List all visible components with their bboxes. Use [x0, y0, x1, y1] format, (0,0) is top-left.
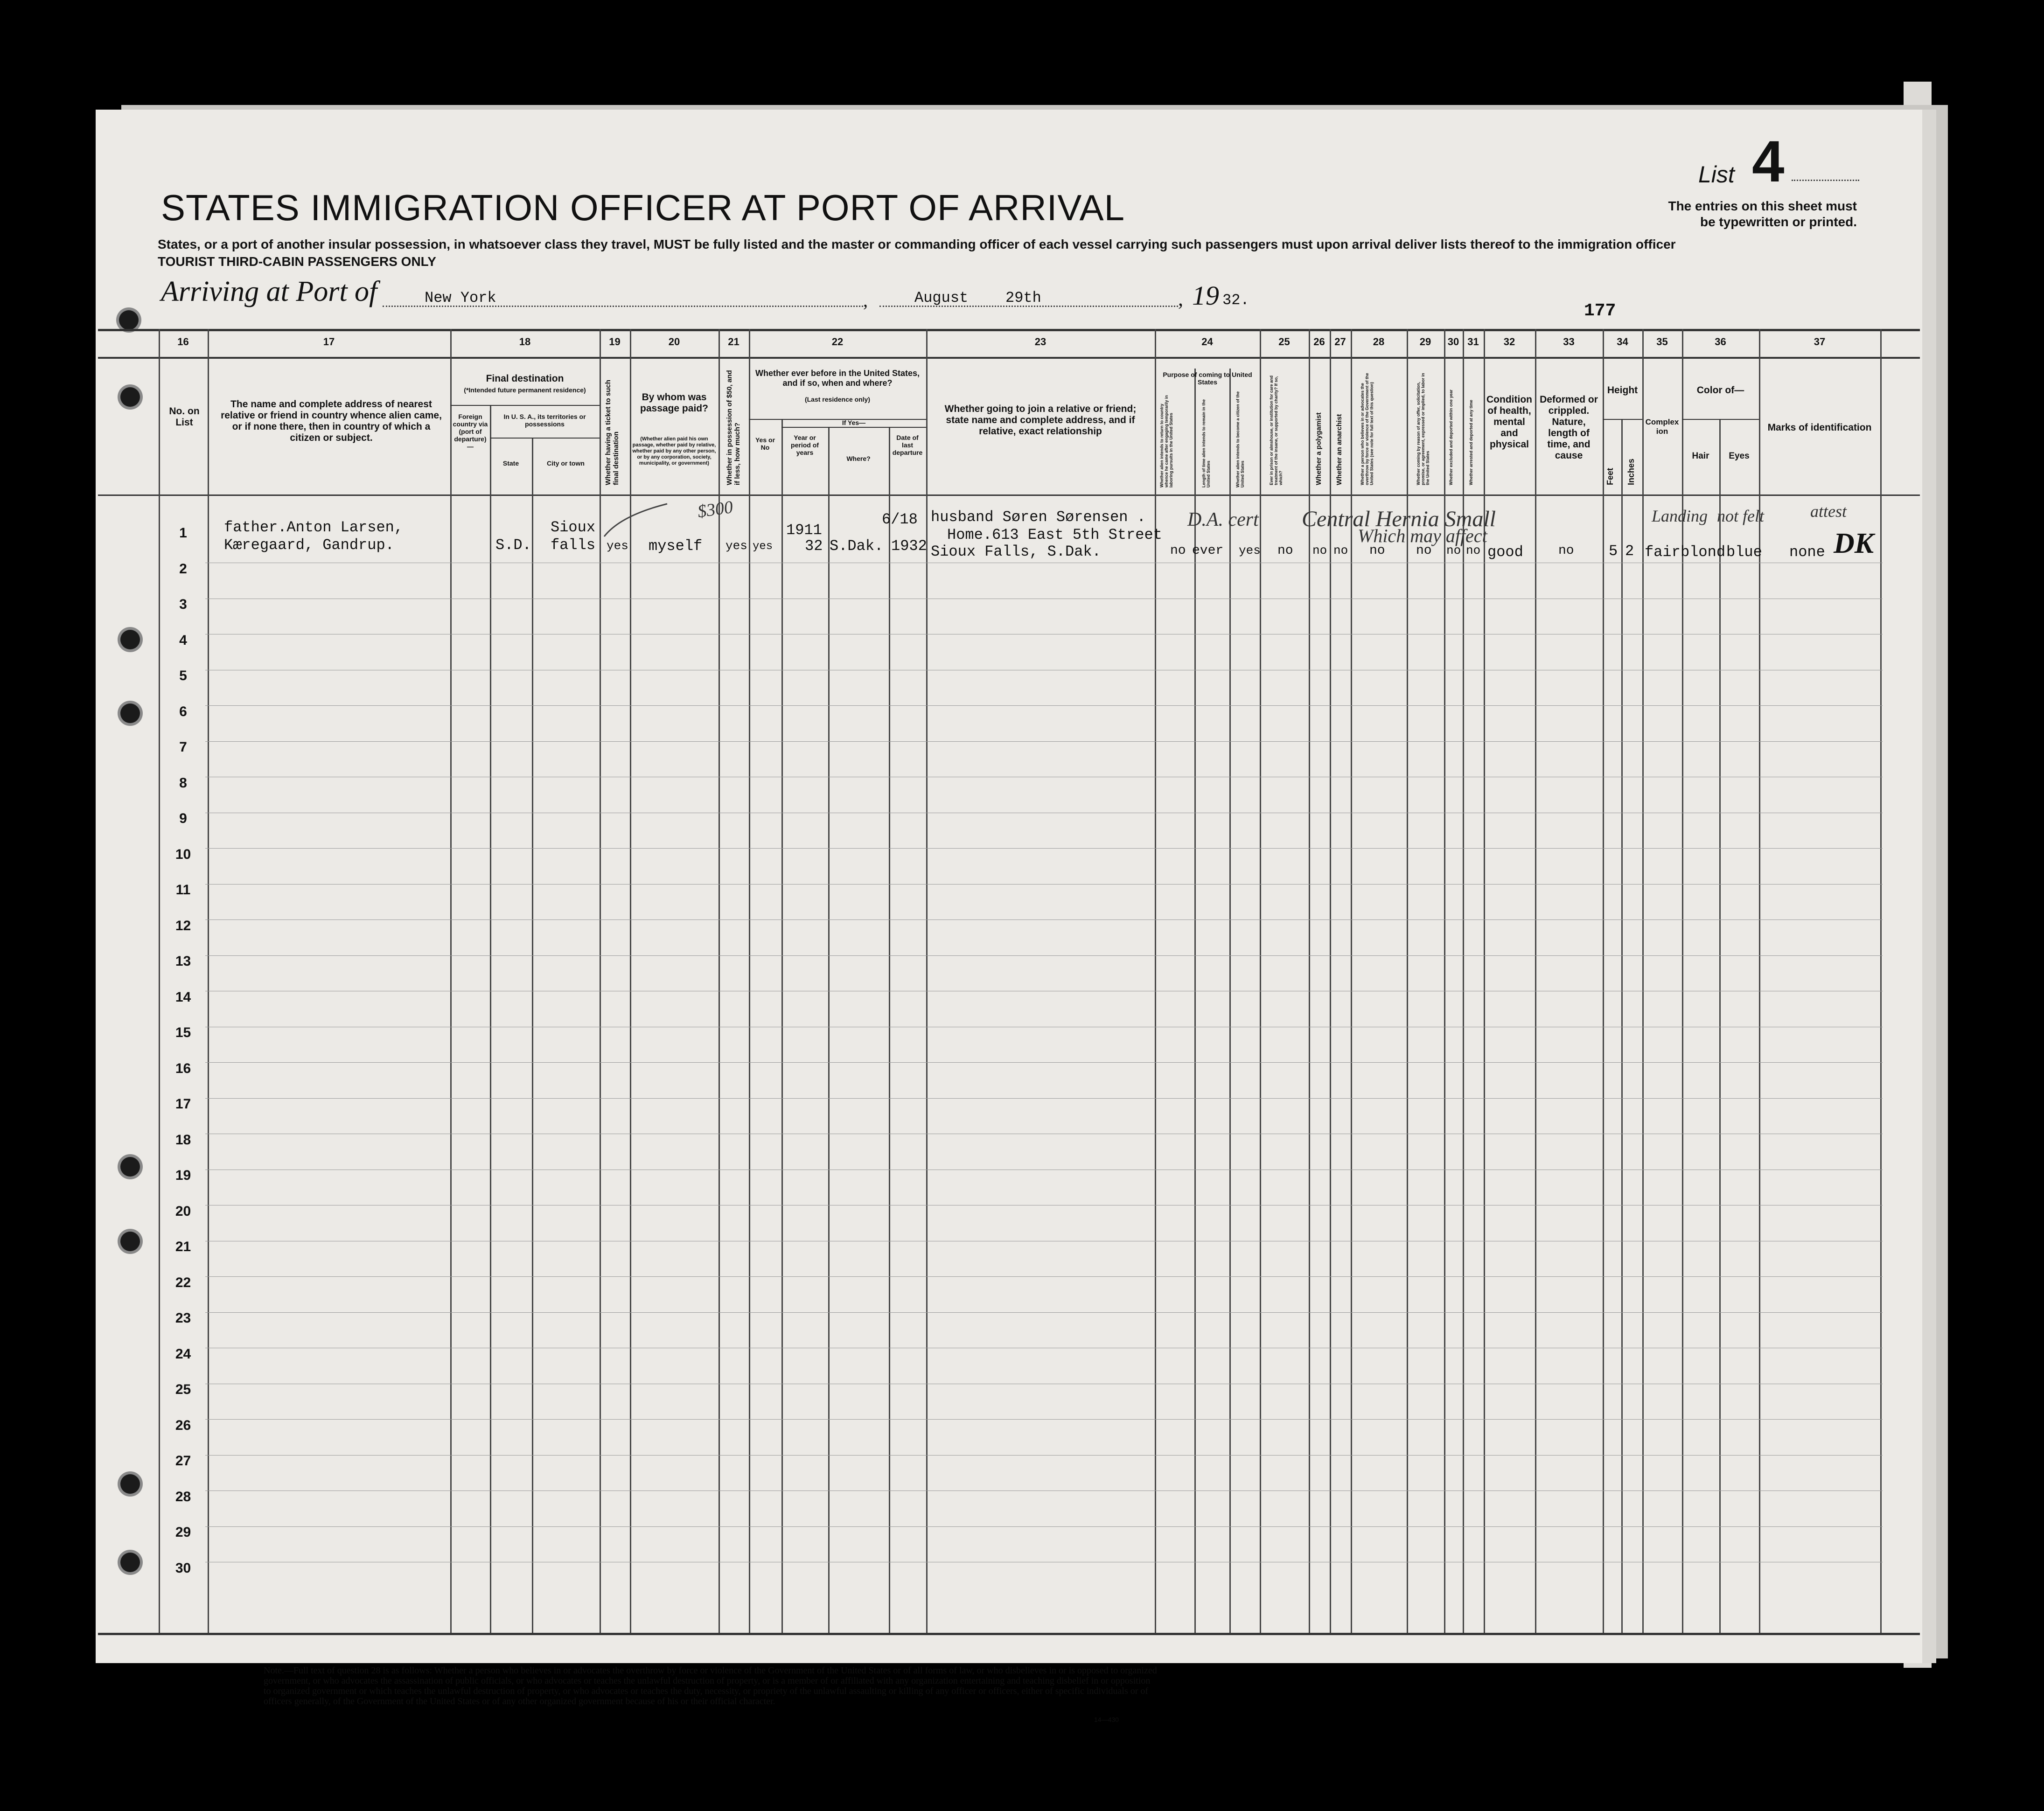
col-num: 22: [831, 336, 844, 348]
handwritten-medical-2: Which may affect: [1358, 525, 1487, 546]
col22-date: Date of last departure: [892, 434, 923, 456]
row-number: 30: [175, 1560, 191, 1576]
money-value: yes: [726, 539, 747, 553]
handwritten-purpose: D.A. cert: [1187, 509, 1259, 530]
col22-ifyes: If Yes—: [842, 419, 866, 426]
col22-sub: (Last residence only): [804, 396, 871, 403]
col-num: 25: [1278, 336, 1290, 348]
month-value: August: [914, 289, 969, 306]
handwritten-check-mark: [602, 502, 672, 539]
anarchist-value: no: [1333, 543, 1348, 557]
row-number: 26: [175, 1417, 191, 1433]
destination-city-2: falls: [551, 536, 596, 554]
col-num: 37: [1814, 336, 1826, 348]
col-num: 21: [728, 336, 739, 348]
row-number: 21: [175, 1239, 191, 1254]
polygamist-value: no: [1312, 543, 1327, 557]
join-line1: husband Søren Sørensen .: [931, 508, 1146, 526]
health-value: good: [1487, 543, 1523, 561]
col22-title: Whether ever before in the United States, and if so, when and where?: [755, 369, 920, 388]
col-num: 34: [1617, 336, 1628, 348]
where-value: S.Dak.: [830, 537, 884, 555]
row-number: 5: [179, 668, 187, 683]
row-line: [205, 848, 1883, 849]
destination-city-1: Sioux: [551, 519, 596, 536]
row-line: [205, 1062, 1883, 1063]
row-line: [205, 1455, 1883, 1456]
handwritten-notfelt: not felt: [1717, 507, 1764, 525]
col20-header: By whom was passage paid?: [640, 392, 708, 414]
col22-year: Year or period of years: [791, 434, 819, 456]
handwritten-money: $300: [696, 497, 734, 522]
row-number: 6: [179, 704, 187, 719]
col16-header: No. on List: [169, 406, 200, 428]
prison-value: no: [1277, 543, 1293, 558]
join-line3: Sioux Falls, S.Dak.: [931, 543, 1101, 560]
feet-value: 5: [1609, 543, 1618, 560]
page-number: 177: [1584, 301, 1616, 321]
handwritten-medical-1: Central Hernia Small: [1302, 507, 1496, 531]
col31-header: Whether arrested and deported at any time: [1469, 399, 1473, 485]
row-number: 22: [175, 1275, 191, 1290]
row-number: 18: [175, 1132, 191, 1148]
footnote: Note.—Full text of question 28 is as follows: Whether a person who believes in or advocates the overthrow by force or violence of the Government of the United States or of all forms of law, or who disbelieves in or is opposed to organized government, or who advocates the assassination of public officials, or who advocates or teaches the unlawful destruction of property, or is a member of or affiliated with any organization entertaining and teaching disbelief in or opposition to organized government or which teaches the unlawful destruction of property, or who advocates or teaches the duty, necessity, or propriety of the unlawful assaulting or killing of any officer or officers, either of specific individuals or of officers generally, of the Government of the United States or of any other organized government because of his or their official character.: [264, 1665, 1157, 1707]
col29-header: Whether coming by reason of any offer, solicitation, promise, or agreement, expressed or implied, to labor in the United States: [1416, 373, 1430, 485]
inches-value: 2: [1625, 543, 1634, 560]
arriving-label: Arriving at Port of: [161, 276, 377, 307]
col28-header: Whether a person who believes in or advocates the overthrow by force or violence of the Government of the United States (see note for full text of this question): [1360, 373, 1374, 485]
col34-inches: Inches: [1626, 458, 1636, 485]
row-number: 9: [179, 811, 187, 826]
col36-eyes: Eyes: [1729, 451, 1750, 461]
deformed-value: no: [1558, 543, 1574, 558]
row-number: 2: [179, 561, 187, 577]
col19-header: Whether having a ticket to such final destination: [604, 380, 620, 485]
year-prefix: 19: [1192, 280, 1219, 311]
instruction-line: States, or a port of another insular possession, in whatsoever class they travel, MUST be fully listed and the master or commanding officer of each vessel carrying such passengers must upon arrival deliver lists thereof to the immigration officer: [158, 237, 1676, 251]
col36-header: Color of—: [1696, 385, 1744, 396]
eyes-value: blue: [1726, 543, 1762, 561]
col25-header: Ever in prison or almshouse, or institution for care and treatment of the insane, or supported by charity? If so, which?: [1269, 375, 1283, 485]
year-suffix: 32.: [1222, 292, 1249, 309]
col27-header: Whether an anarchist: [1335, 414, 1343, 485]
col-num: 28: [1373, 336, 1385, 348]
punch-hole: [119, 310, 139, 330]
col24a-header: Whether alien intends to return to country whence he came after engaging temporarily in laboring pursuits in the United States: [1159, 395, 1173, 488]
col18-sub: (*Intended future permanent residence): [464, 386, 586, 394]
marks-value: none: [1789, 543, 1825, 561]
row-number: 29: [175, 1525, 191, 1540]
handwritten-initials: DK: [1834, 528, 1874, 559]
day-value: 29th: [1005, 289, 1041, 306]
handwritten-landing: Landing: [1652, 507, 1708, 525]
punch-hole: [120, 704, 140, 723]
col-num: 29: [1419, 336, 1431, 348]
col-num: 24: [1201, 336, 1213, 348]
col35-header: Complexion: [1645, 418, 1679, 436]
row-number: 8: [179, 775, 187, 791]
row-number: 24: [175, 1346, 191, 1362]
date-line2: 1932: [891, 537, 927, 555]
date-line1: 6/18: [882, 511, 918, 528]
row-number: 28: [175, 1489, 191, 1505]
row-line: [205, 1098, 1883, 1099]
col37-header: Marks of identification: [1767, 422, 1872, 433]
row-line: [205, 919, 1883, 920]
col17-header: The name and complete address of nearest relative or friend in country whence alien came, or if none there, then in country of which a citizen or subject.: [221, 399, 442, 443]
form-number: 14—430: [1094, 1716, 1119, 1723]
row-number: 1: [179, 525, 187, 541]
col18-city: City or town: [547, 460, 585, 467]
col-num: 16: [177, 336, 189, 348]
row-number: 13: [175, 954, 191, 969]
years-line1: 1911: [786, 522, 822, 539]
row-number: 20: [175, 1203, 191, 1219]
q30-value: no: [1446, 543, 1461, 557]
col-num: 32: [1503, 336, 1515, 348]
intent-return-value: no: [1170, 543, 1186, 558]
row-number: 16: [175, 1060, 191, 1076]
row-line: [205, 741, 1883, 742]
col-num: 36: [1715, 336, 1726, 348]
col24b-header: Length of time alien intends to remain in the United States: [1201, 399, 1211, 488]
col26-header: Whether a polygamist: [1315, 412, 1323, 485]
col-num: 26: [1313, 336, 1325, 348]
col34-feet: Feet: [1605, 467, 1615, 485]
col18-foreign: Foreign country via (port of departure)—: [453, 413, 488, 450]
q29-value: no: [1416, 543, 1432, 558]
row-number: 14: [175, 989, 191, 1005]
citizen-value: yes: [1239, 543, 1261, 557]
punch-hole: [120, 1474, 140, 1494]
row-line: [205, 1312, 1883, 1313]
col22-where: Where?: [846, 455, 871, 462]
col-num: 19: [609, 336, 621, 348]
punch-hole: [120, 387, 140, 407]
punch-hole: [120, 1232, 140, 1251]
row-line: [205, 884, 1883, 885]
col-num: 31: [1467, 336, 1479, 348]
col30-header: Whether excluded and deported within one year: [1449, 389, 1453, 485]
punch-hole: [120, 630, 140, 649]
col-num: 23: [1034, 336, 1046, 348]
col21-header: Whether in possession of $50, and if less, how much?: [726, 370, 741, 485]
destination-state: S.D.: [495, 536, 531, 554]
paid-by-value: myself: [649, 537, 703, 555]
before-us-value: yes: [753, 540, 773, 553]
col-num: 20: [668, 336, 680, 348]
row-line: [205, 1276, 1883, 1277]
length-stay-value: ever: [1192, 543, 1224, 558]
row-number: 19: [175, 1168, 191, 1183]
col18-state: State: [502, 460, 519, 467]
join-line2: Home.613 East 5th Street: [947, 526, 1162, 543]
row-line: [205, 705, 1883, 706]
row-number: 27: [175, 1453, 191, 1469]
col20-sub: (Whether alien paid his own passage, whether paid by relative, whether paid by any other person, or by any corporation, society, municipality, or government): [632, 436, 716, 466]
row-number: 10: [175, 846, 191, 862]
handwritten-attest: attest: [1810, 502, 1847, 521]
col-num: 18: [519, 336, 531, 348]
relative-address-line1: father.Anton Larsen,: [224, 519, 404, 536]
class-line: TOURIST THIRD-CABIN PASSENGERS ONLY: [158, 254, 436, 269]
ticket-value: yes: [607, 539, 628, 553]
col32-header: Condition of health, mental and physical: [1486, 394, 1532, 450]
row-number: 25: [175, 1382, 191, 1397]
row-number: 4: [179, 632, 187, 648]
row-number: 7: [179, 739, 187, 755]
row-number: 15: [175, 1025, 191, 1040]
hair-value: blond: [1681, 543, 1726, 561]
col34-header: Height: [1607, 385, 1638, 396]
relative-address-line2: Kæregaard, Gandrup.: [224, 536, 394, 554]
col18-usa: In U. S. A., its territories or possessions: [503, 413, 586, 428]
col-num: 27: [1334, 336, 1346, 348]
row-line: [205, 1419, 1883, 1420]
col-num: 33: [1563, 336, 1575, 348]
row-number: 3: [179, 597, 187, 612]
row-number: 23: [175, 1310, 191, 1326]
col-num: 35: [1656, 336, 1668, 348]
punch-hole: [120, 1553, 140, 1572]
col22-yesno: Yes or No: [755, 436, 775, 451]
col-num: 17: [323, 336, 335, 348]
col33-header: Deformed or crippled. Nature, length of time, and cause: [1540, 394, 1598, 461]
port-value: New York: [425, 289, 496, 306]
list-number: 4: [1752, 129, 1785, 194]
q31-value: no: [1466, 543, 1481, 557]
col36-hair: Hair: [1692, 451, 1709, 461]
col23-header: Whether going to join a relative or friend; state name and complete address, and if relative, exact relationship: [944, 404, 1137, 437]
col24c-header: Whether alien intends to become a citizen of the United States: [1235, 391, 1245, 488]
col24-title: Purpose of coming to United States: [1163, 371, 1252, 386]
col18-title: Final destination: [486, 373, 564, 384]
row-number: 17: [175, 1096, 191, 1112]
years-line2: 32: [805, 537, 823, 555]
row-line: [205, 955, 1883, 956]
row-number: 12: [175, 918, 191, 933]
list-note: The entries on this sheet must be typewritten or printed.: [1668, 199, 1857, 229]
row-number: 11: [175, 882, 191, 898]
list-label: List: [1698, 161, 1735, 188]
page-title: STATES IMMIGRATION OFFICER AT PORT OF ARRIVAL: [161, 187, 1125, 228]
col-num: 30: [1447, 336, 1459, 348]
row-line: [205, 1526, 1883, 1527]
complexion-value: fair: [1645, 543, 1681, 561]
punch-hole: [120, 1157, 140, 1177]
q28-value: no: [1369, 543, 1385, 558]
